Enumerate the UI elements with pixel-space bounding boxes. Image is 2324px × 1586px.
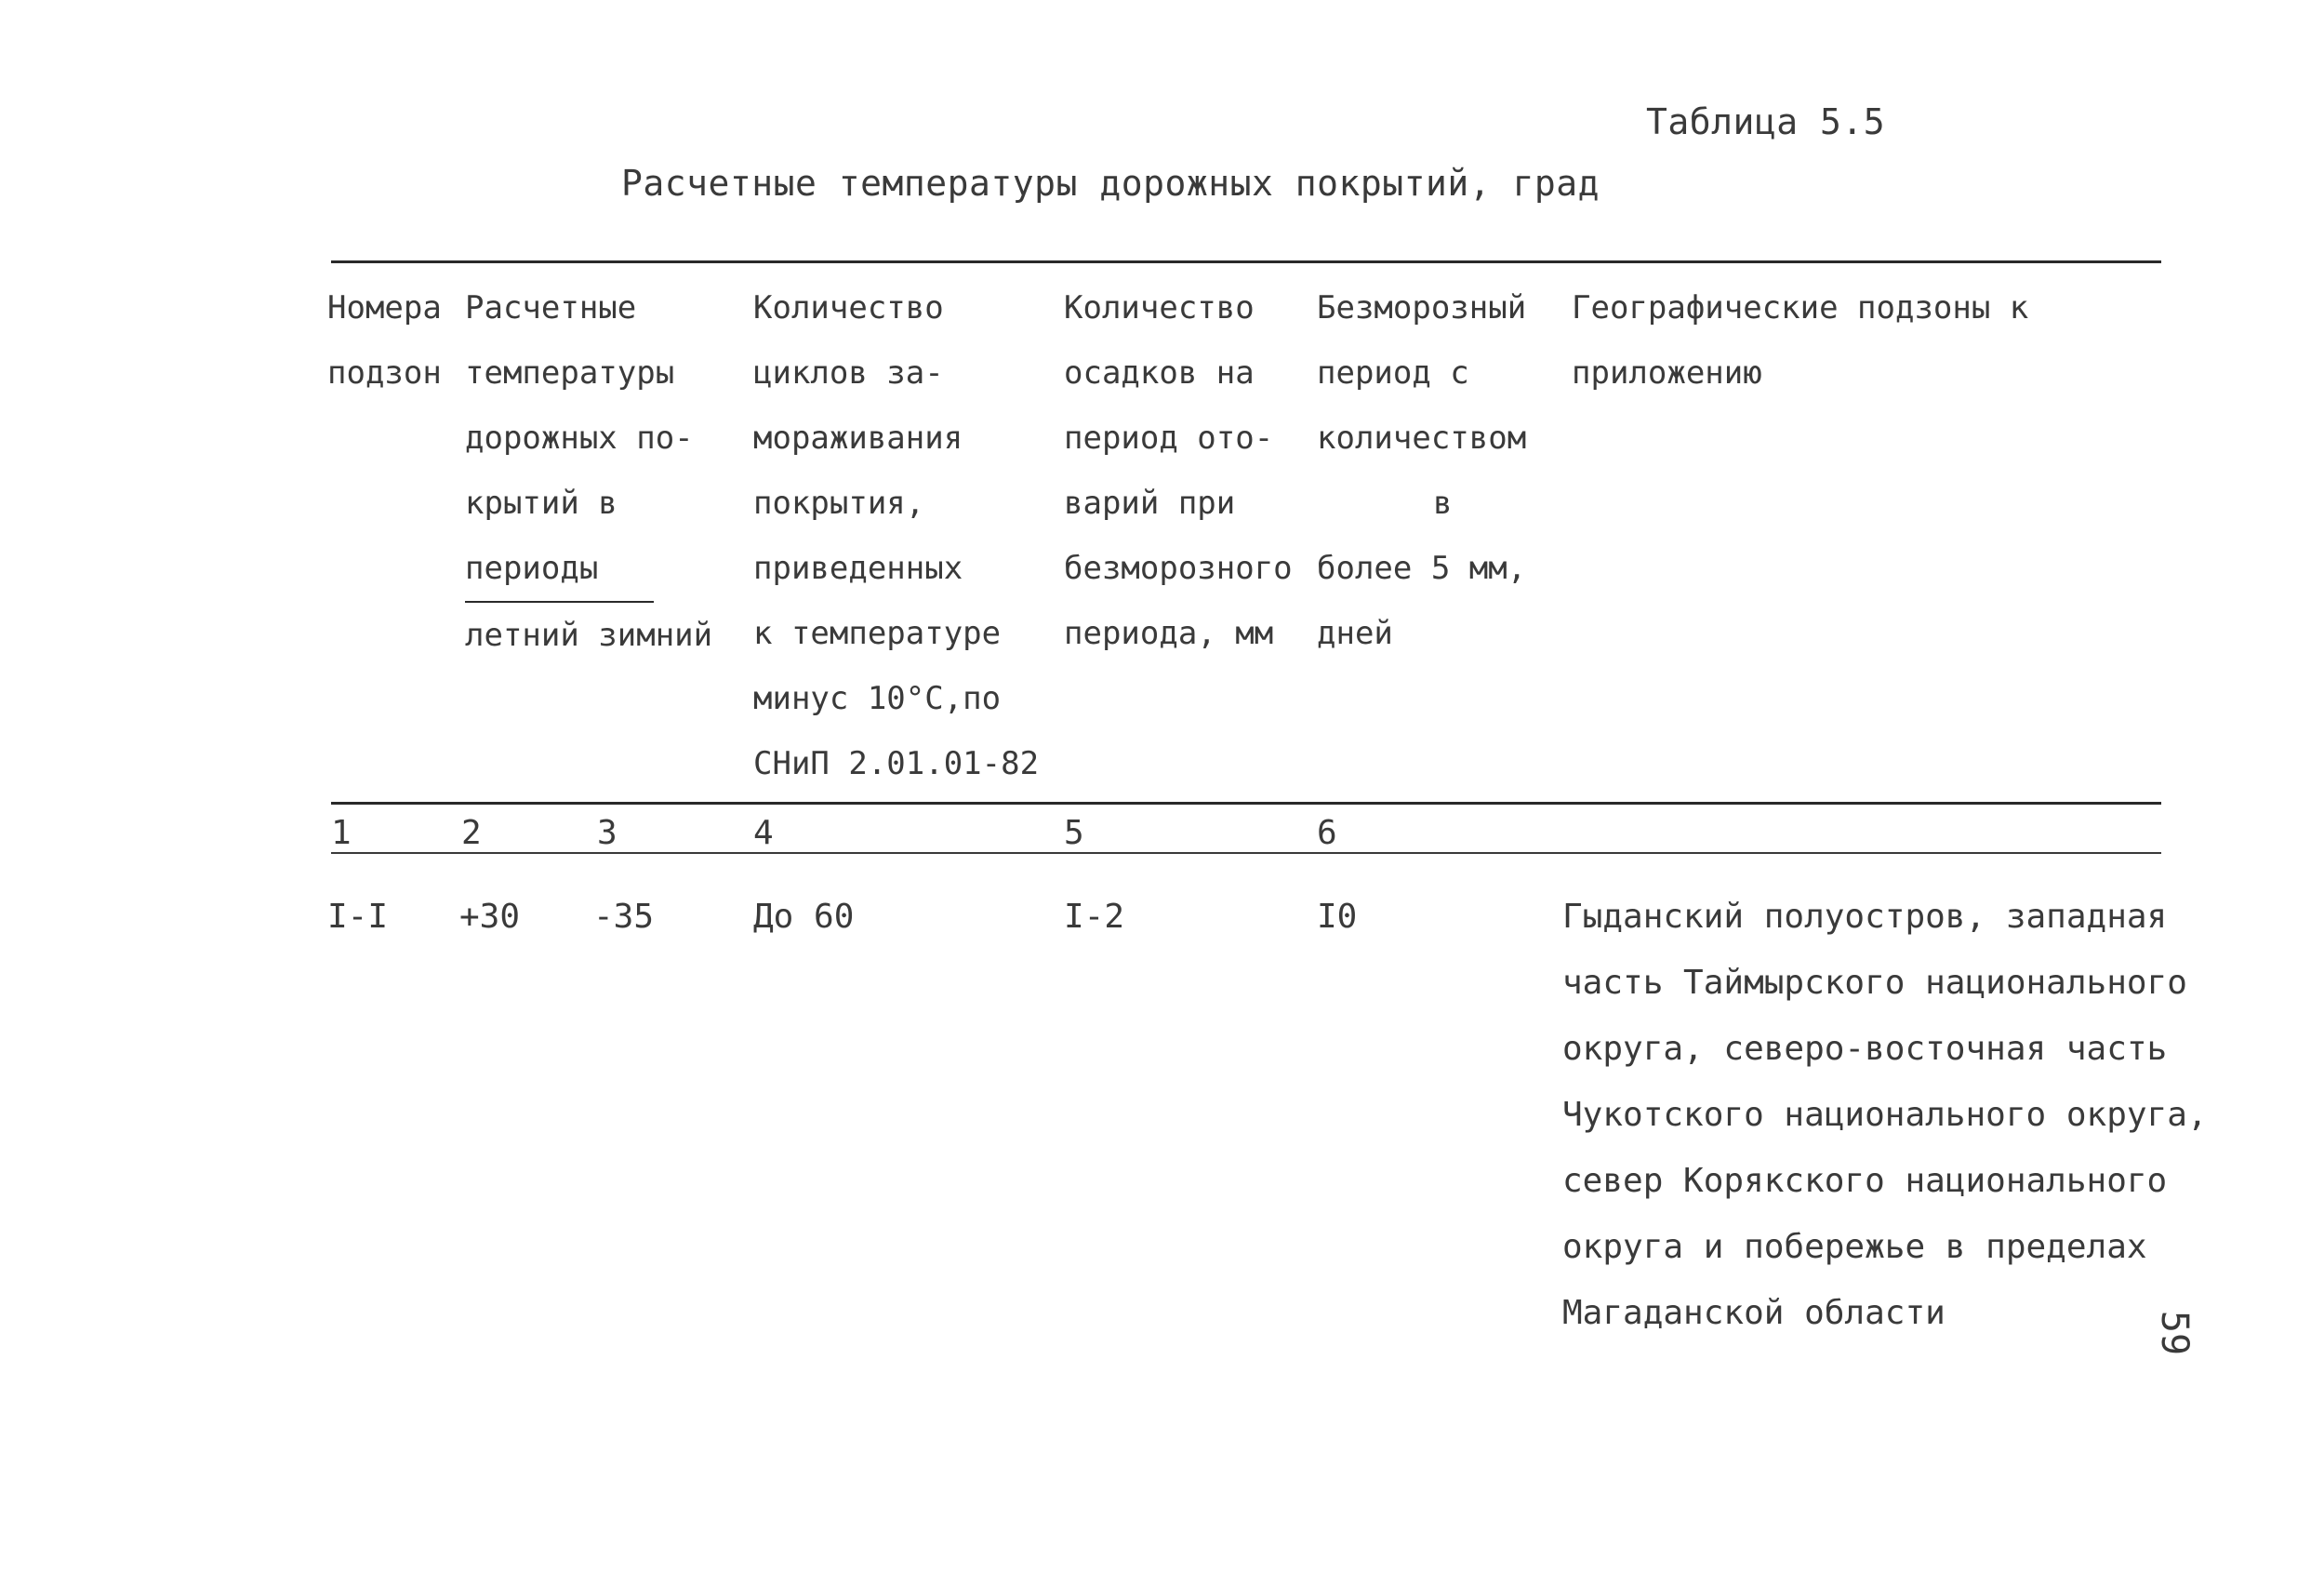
header-col-frostfree bbox=[1317, 275, 1526, 666]
header-col-geography bbox=[1572, 275, 2028, 406]
header-text: циклов за- bbox=[753, 354, 944, 392]
page-number: 59 bbox=[2153, 1310, 2197, 1356]
header-text: Безморозный bbox=[1317, 289, 1527, 327]
header-text: дорожных по- bbox=[465, 420, 694, 457]
header-text: безморозного bbox=[1064, 550, 1293, 587]
col-number: 3 bbox=[597, 814, 618, 852]
header-text: более 5 мм, bbox=[1317, 550, 1527, 587]
table-label: Таблица 5.5 bbox=[1646, 101, 1886, 142]
header-text: СНиП 2.01.01-82 bbox=[753, 745, 1040, 782]
header-text: мораживания bbox=[753, 420, 963, 457]
header-col-cycles bbox=[753, 275, 1039, 796]
header-text: Количество bbox=[753, 289, 944, 327]
cell-frostfree-days: I0 bbox=[1317, 898, 1358, 936]
col-number: 5 bbox=[1064, 814, 1085, 852]
header-text: температуры bbox=[465, 354, 675, 392]
cell-precipitation: I-2 bbox=[1064, 898, 1125, 936]
header-bottom-rule bbox=[331, 802, 2161, 805]
col-number: 2 bbox=[461, 814, 483, 852]
header-text: покрытия, bbox=[753, 485, 925, 522]
top-rule bbox=[331, 260, 2161, 263]
header-col-precipitation bbox=[1064, 275, 1293, 666]
header-text: варий при bbox=[1064, 485, 1236, 522]
geo-line: Магаданской области bbox=[1562, 1294, 1946, 1332]
header-text: летний зимний bbox=[465, 617, 713, 654]
geo-line: округа, северо-восточная часть bbox=[1562, 1030, 2168, 1068]
header-text: к температуре bbox=[753, 615, 1002, 652]
cell-summer-temp: +30 bbox=[459, 898, 521, 936]
header-text: Географические подзоны к bbox=[1572, 289, 2029, 327]
col-number: 4 bbox=[753, 814, 775, 852]
col-number: 6 bbox=[1317, 814, 1338, 852]
header-text: количеством bbox=[1317, 420, 1527, 457]
header-text: периода, мм bbox=[1064, 615, 1274, 652]
geo-line: часть Таймырского национального bbox=[1562, 964, 2187, 1002]
header-text: периоды bbox=[465, 536, 654, 603]
geo-line: Гыданский полуостров, западная bbox=[1562, 898, 2168, 936]
header-text: приложению bbox=[1572, 354, 1762, 392]
cell-geography bbox=[1562, 884, 2208, 1346]
geo-line: округа и побережье в пределах bbox=[1562, 1228, 2147, 1266]
header-text: подзон bbox=[327, 354, 442, 392]
cell-cycles: До 60 bbox=[753, 898, 855, 936]
header-text: Номера bbox=[327, 289, 442, 327]
header-text: осадков на bbox=[1064, 354, 1255, 392]
header-text: приведенных bbox=[753, 550, 963, 587]
header-text: в bbox=[1433, 485, 1453, 522]
header-text: дней bbox=[1317, 615, 1393, 652]
header-text: крытий в bbox=[465, 485, 618, 522]
header-text: Расчетные bbox=[465, 289, 637, 327]
numbers-bottom-rule bbox=[331, 852, 2161, 854]
geo-line: север Корякского национального bbox=[1562, 1162, 2168, 1200]
table-title: Расчетные температуры дорожных покрытий, град bbox=[621, 163, 1600, 204]
header-col-temperatures bbox=[465, 275, 712, 668]
cell-zone: I-I bbox=[327, 898, 389, 936]
geo-line: Чукотского национального округа, bbox=[1562, 1096, 2208, 1134]
header-text: минус 10°С,по bbox=[753, 680, 1002, 717]
header-text: Количество bbox=[1064, 289, 1255, 327]
col-number: 1 bbox=[331, 814, 352, 852]
cell-winter-temp: -35 bbox=[593, 898, 655, 936]
header-text: период с bbox=[1317, 354, 1469, 392]
header-col-zone bbox=[327, 275, 442, 406]
header-text: период ото- bbox=[1064, 420, 1274, 457]
